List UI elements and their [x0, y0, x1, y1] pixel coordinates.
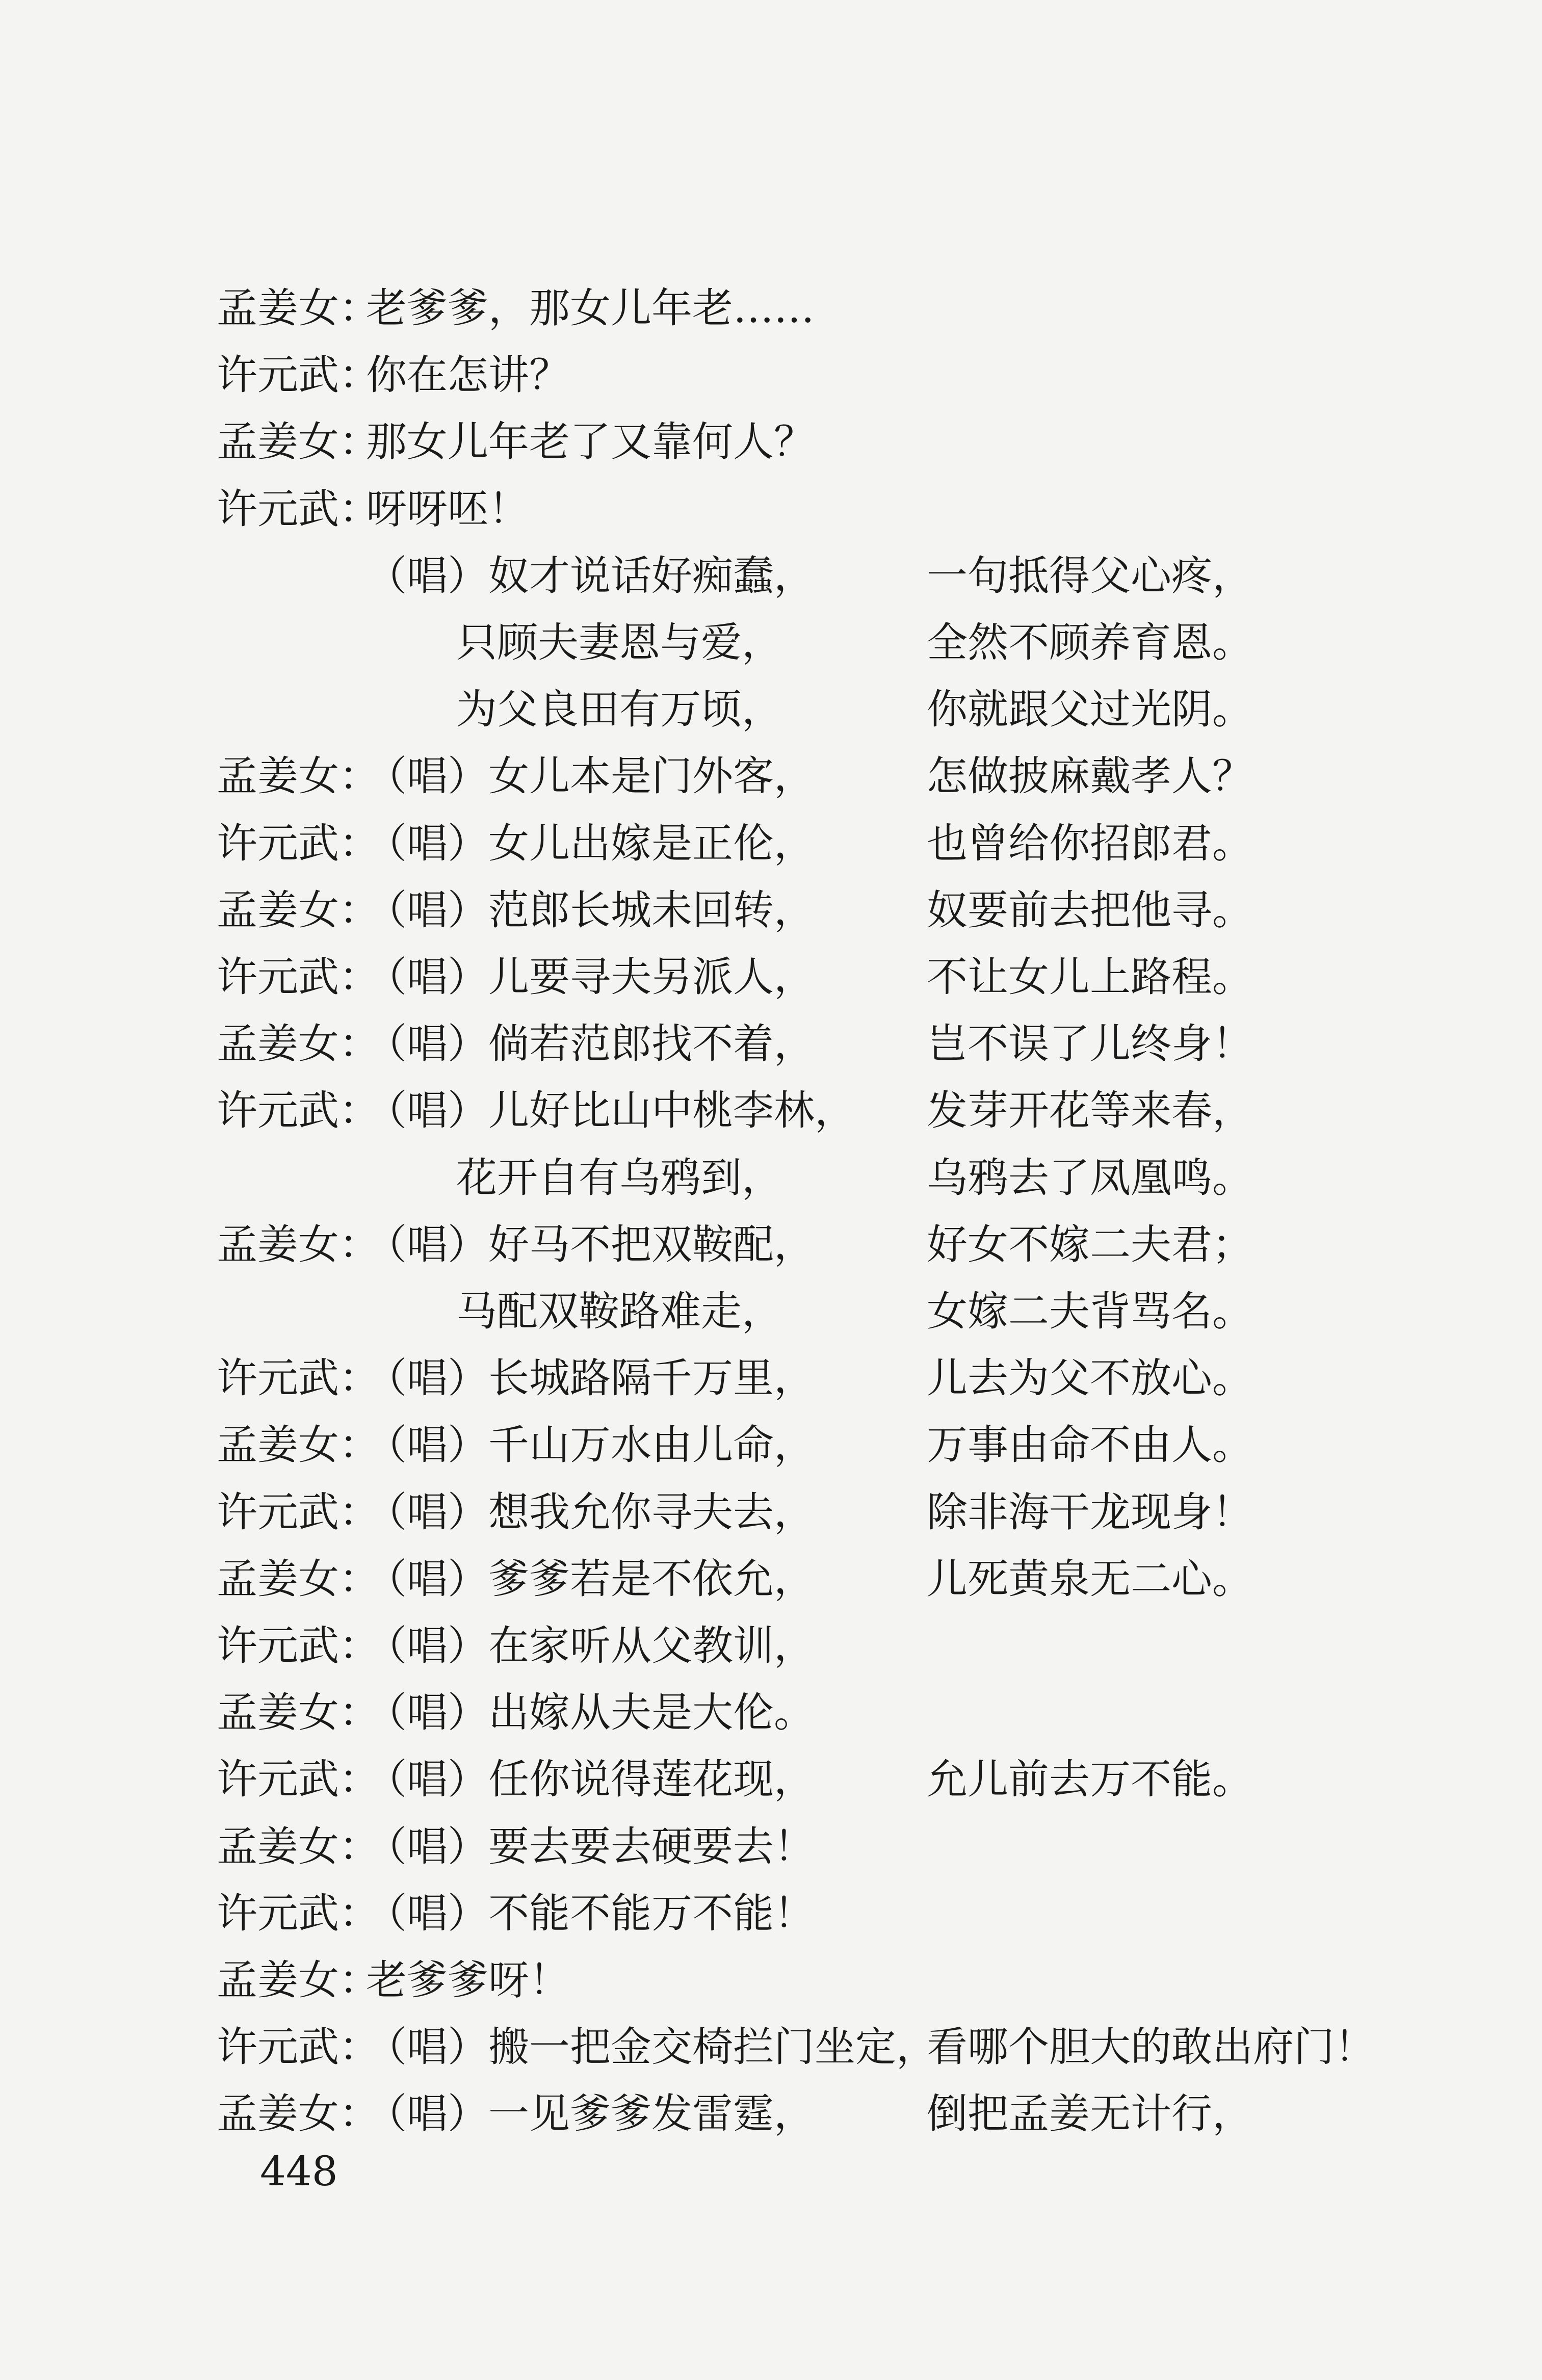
- line-text: （唱）千山万水由儿命，: [366, 1421, 815, 1469]
- line-text: 花开自有乌鸦到，: [456, 1154, 782, 1201]
- script-line: [0, 810, 1542, 877]
- second-verse: 允儿前去万不能。: [927, 1756, 1253, 1803]
- line-text: （唱）好马不把双鞍配，: [366, 1220, 815, 1268]
- line-text: 为父良田有万顷，: [456, 686, 782, 734]
- second-verse: 女嫁二夫背骂名。: [927, 1288, 1253, 1335]
- line-text: 老爹爹，那女儿年老……: [366, 284, 815, 332]
- speaker-name: 许元武：: [217, 1087, 380, 1135]
- speaker-name: 许元武：: [217, 351, 380, 399]
- script-line: [0, 1479, 1542, 1546]
- line-text: 马配双鞍路难走，: [456, 1288, 782, 1335]
- second-verse: 也曾给你招郎君。: [927, 819, 1253, 867]
- script-line: [0, 1613, 1542, 1679]
- script-line: [0, 877, 1542, 944]
- script-line: [0, 1212, 1542, 1278]
- speaker-name: 孟姜女：: [217, 284, 380, 332]
- speaker-name: 许元武：: [217, 819, 380, 867]
- line-text: （唱）儿好比山中桃李林，: [366, 1087, 855, 1135]
- second-verse: 倒把孟姜无计行，: [927, 2090, 1253, 2138]
- second-verse: 看哪个胆大的敢出府门！: [927, 2023, 1375, 2071]
- second-verse: 好女不嫁二夫君；: [927, 1220, 1253, 1268]
- speaker-name: 许元武：: [217, 2023, 380, 2071]
- script-line: [0, 743, 1542, 809]
- line-text: （唱）在家听从父教训，: [366, 1622, 815, 1669]
- script-line: [0, 1011, 1542, 1077]
- speaker-name: 许元武：: [217, 1889, 380, 1937]
- speaker-name: 孟姜女：: [217, 1956, 380, 2004]
- second-verse: 儿死黄泉无二心。: [927, 1555, 1253, 1603]
- line-text: （唱）长城路隔千万里，: [366, 1354, 815, 1402]
- script-line: [0, 1947, 1542, 2013]
- line-text: （唱）女儿出嫁是正伦，: [366, 819, 815, 867]
- script-line: [0, 2081, 1542, 2147]
- speaker-name: 许元武：: [217, 1354, 380, 1402]
- line-text: 只顾夫妻恩与爱，: [456, 619, 782, 666]
- script-line: [0, 676, 1542, 743]
- script-line: [0, 275, 1542, 342]
- script-line: [0, 1078, 1542, 1144]
- line-text: （唱）一见爹爹发雷霆，: [366, 2090, 815, 2138]
- line-text: （唱）要去要去硬要去！: [366, 1822, 815, 1870]
- speaker-name: 许元武：: [217, 485, 380, 533]
- speaker-name: 孟姜女：: [217, 1421, 380, 1469]
- second-verse: 岂不误了儿终身！: [927, 1020, 1253, 1068]
- speaker-name: 孟姜女：: [217, 1020, 380, 1068]
- script-line: [0, 1680, 1542, 1746]
- script-line: [0, 342, 1542, 408]
- second-verse: 发芽开花等来春，: [927, 1087, 1253, 1135]
- script-line: [0, 1145, 1542, 1211]
- speaker-name: 许元武：: [217, 1756, 380, 1803]
- script-line: [0, 1546, 1542, 1612]
- speaker-name: 孟姜女：: [217, 1555, 380, 1603]
- second-verse: 乌鸦去了凤凰鸣。: [927, 1154, 1253, 1201]
- script-line: [0, 543, 1542, 609]
- page-number: 448: [260, 2148, 338, 2195]
- line-text: （唱）儿要寻夫另派人，: [366, 953, 815, 1001]
- line-text: 呀呀呸！: [366, 485, 529, 533]
- speaker-name: 孟姜女：: [217, 418, 380, 466]
- line-text: （唱）搬一把金交椅拦门坐定，: [366, 2023, 937, 2071]
- second-verse: 奴要前去把他寻。: [927, 886, 1253, 934]
- speaker-name: 孟姜女：: [217, 1822, 380, 1870]
- line-text: 你在怎讲？: [366, 351, 570, 399]
- line-text: 那女儿年老了又靠何人？: [366, 418, 815, 466]
- second-verse: 儿去为父不放心。: [927, 1354, 1253, 1402]
- second-verse: 你就跟父过光阴。: [927, 686, 1253, 734]
- line-text: （唱）出嫁从夫是大伦。: [366, 1689, 815, 1737]
- speaker-name: 孟姜女：: [217, 1689, 380, 1737]
- line-text: （唱）女儿本是门外客，: [366, 752, 815, 800]
- line-text: （唱）范郎长城未回转，: [366, 886, 815, 934]
- speaker-name: 许元武：: [217, 1622, 380, 1669]
- script-line: [0, 1345, 1542, 1411]
- speaker-name: 许元武：: [217, 1488, 380, 1536]
- script-line: [0, 1278, 1542, 1345]
- speaker-name: 孟姜女：: [217, 886, 380, 934]
- script-line: [0, 1880, 1542, 1947]
- script-line: [0, 476, 1542, 542]
- script-line: [0, 1814, 1542, 1880]
- script-line: [0, 944, 1542, 1010]
- script-line: [0, 2014, 1542, 2080]
- line-text: （唱）任你说得莲花现，: [366, 1756, 815, 1803]
- speaker-name: 许元武：: [217, 953, 380, 1001]
- second-verse: 除非海干龙现身！: [927, 1488, 1253, 1536]
- line-text: （唱）倘若范郎找不着，: [366, 1020, 815, 1068]
- line-text: （唱）想我允你寻夫去，: [366, 1488, 815, 1536]
- speaker-name: 孟姜女：: [217, 1220, 380, 1268]
- speaker-name: 孟姜女：: [217, 2090, 380, 2138]
- script-line: [0, 1746, 1542, 1813]
- line-text: （唱）奴才说话好痴蠢，: [366, 552, 815, 599]
- second-verse: 全然不顾养育恩。: [927, 619, 1253, 666]
- second-verse: 不让女儿上路程。: [927, 953, 1253, 1001]
- second-verse: 万事由命不由人。: [927, 1421, 1253, 1469]
- script-line: [0, 610, 1542, 676]
- speaker-name: 孟姜女：: [217, 752, 380, 800]
- line-text: 老爹爹呀！: [366, 1956, 570, 2004]
- line-text: （唱）爹爹若是不依允，: [366, 1555, 815, 1603]
- line-text: （唱）不能不能万不能！: [366, 1889, 815, 1937]
- script-line: [0, 1412, 1542, 1478]
- second-verse: 怎做披麻戴孝人？: [927, 752, 1253, 800]
- script-line: [0, 409, 1542, 475]
- second-verse: 一句抵得父心疼，: [927, 552, 1253, 599]
